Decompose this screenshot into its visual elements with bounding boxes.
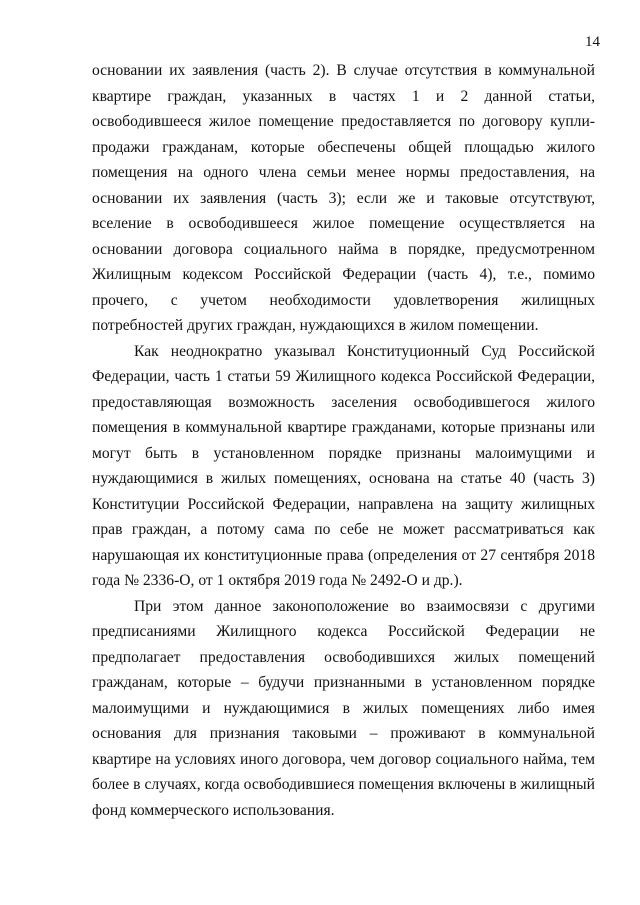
paragraph-constitutional-court: Как неоднократно указывал Конституционный Суд Российской Федерации, часть 1 статьи 59 Жилищного кодекса Российской Федерации, предоставляющая возможность заселения освободившегося жилого помещения в коммунальной квартире гражданами, которые признаны или могут быть в установленном порядке признаны малоимущими и нуждающимися в жилых помещениях, основана на статье 40 (часть 3) Конституции Российской Федерации, направлена на защиту жилищных прав граждан, а потому сама по себе не может рассматриваться как нарушающая их конституционные права (определения от 27 сентября 2018 года № 2336-О, от 1 октября 2019 года № 2492-О и др.). — [92, 342, 595, 589]
paragraph-housing-provision: При этом данное законоположение во взаимосвязи с другими предписаниями Жилищного кодекса Российской Федерации не предполагает предоставления освободившихся жилых помещений гражданам, которые – будучи признанными в установленном порядке малоимущими и нуждающимися в жилых помещениях либо имея основания для признания таковыми – проживают в коммунальной квартире на условиях иного договора, чем договор социального найма, тем более в случаях, когда освободившиеся помещения включены в жилищный фонд коммерческого использования. — [92, 597, 595, 819]
document-body — [92, 58, 595, 823]
page-number: 14 — [585, 34, 600, 50]
paragraph-continuation: основании их заявления (часть 2). В случае отсутствия в коммунальной квартире граждан, указанных в частях 1 и 2 данной статьи, освободившееся жилое помещение предоставляется по договору купли-продажи гражданам, которые обеспечены общей площадью жилого помещения на одного члена семьи менее нормы предоставления, на основании их заявления (часть 3); если же и таковые отсутствуют, вселение в освободившееся жилое помещение осуществляется на основании договора социального найма в порядке, предусмотренном Жилищным кодексом Российской Федерации (часть 4), т.е., помимо прочего, с учетом необходимости удовлетворения жилищных потребностей других граждан, нуждающихся в жилом помещении. — [92, 62, 595, 334]
